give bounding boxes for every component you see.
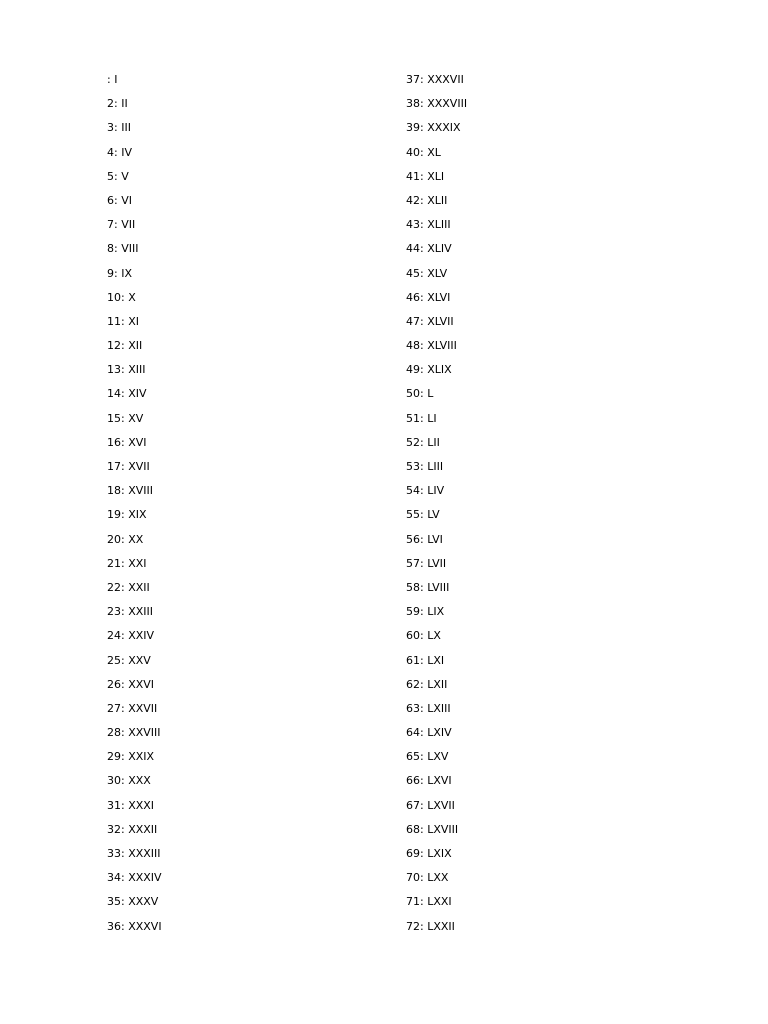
numeral-entry: 56: LVI — [406, 532, 443, 546]
numeral-entry: 38: XXXVIII — [406, 97, 468, 111]
numeral-entry: 62: LXII — [406, 677, 448, 691]
numeral-entry: 10: X — [107, 290, 136, 304]
numeral-entry: 21: XXI — [107, 556, 147, 570]
numeral-entry: 41: XLI — [406, 169, 445, 183]
numeral-entry: 25: XXV — [107, 653, 151, 667]
numeral-entry: 4: IV — [107, 145, 132, 159]
numeral-entry: 42: XLII — [406, 193, 448, 207]
numeral-entry: : I — [107, 73, 118, 86]
numeral-entry: 13: XIII — [107, 363, 146, 377]
numeral-entry: 39: XXXIX — [406, 121, 461, 135]
numeral-entry: 68: LXVIII — [406, 822, 459, 836]
numeral-entry: 48: XLVIII — [406, 339, 457, 353]
numeral-entry: 2: II — [107, 97, 128, 111]
numeral-entry: 22: XXII — [107, 580, 150, 594]
numeral-entry: 46: XLVI — [406, 290, 451, 304]
numeral-entry: 3: III — [107, 121, 131, 135]
numeral-entry: 40: XL — [406, 145, 441, 159]
numeral-entry: 47: XLVII — [406, 314, 454, 328]
numeral-entry: 11: XI — [107, 314, 139, 328]
numeral-entry: 60: LX — [406, 629, 441, 643]
numeral-entry: 72: LXXII — [406, 919, 455, 933]
numeral-entry: 58: LVIII — [406, 580, 450, 594]
numeral-entry: 63: LXIII — [406, 701, 451, 715]
numeral-entry: 45: XLV — [406, 266, 448, 280]
numeral-entry: 37: XXXVII — [406, 73, 464, 86]
numeral-entry: 35: XXXV — [107, 895, 159, 909]
numeral-entry: 65: LXV — [406, 750, 449, 764]
right-column-list — [406, 68, 467, 939]
numeral-entry: 9: IX — [107, 266, 132, 280]
numeral-entry: 53: LIII — [406, 460, 444, 473]
numeral-entry: 14: XIV — [107, 387, 147, 401]
numeral-entry: 69: LXIX — [406, 847, 452, 860]
numeral-entry: 44: XLIV — [406, 242, 452, 256]
numeral-entry: 16: XVI — [107, 435, 147, 449]
numeral-entry: 7: VII — [107, 218, 136, 232]
numeral-entry: 24: XXIV — [107, 629, 155, 643]
numeral-entry: 61: LXI — [406, 653, 445, 667]
numeral-entry: 51: LI — [406, 411, 437, 425]
numeral-entry: 18: XVIII — [107, 484, 153, 498]
numeral-entry: 33: XXXIII — [107, 847, 161, 860]
numeral-entry: 30: XXX — [107, 774, 151, 788]
numeral-entry: 12: XII — [107, 339, 143, 353]
numeral-entry: 23: XXIII — [107, 605, 154, 619]
numeral-entry: 17: XVII — [107, 460, 150, 473]
numeral-entry: 52: LII — [406, 435, 440, 449]
numeral-entry: 28: XXVIII — [107, 726, 161, 740]
numeral-entry: 59: LIX — [406, 605, 445, 619]
numeral-entry: 43: XLIII — [406, 218, 451, 232]
numeral-entry: 71: LXXI — [406, 895, 452, 909]
numeral-entry: 15: XV — [107, 411, 144, 425]
numeral-entry: 8: VIII — [107, 242, 139, 256]
numeral-entry: 19: XIX — [107, 508, 147, 522]
numeral-entry: 6: VI — [107, 193, 132, 207]
numeral-entry: 50: L — [406, 387, 434, 401]
numeral-entry: 70: LXX — [406, 871, 449, 885]
numeral-entry: 36: XXXVI — [107, 919, 162, 933]
numeral-entry: 54: LIV — [406, 484, 445, 498]
numeral-entry: 64: LXIV — [406, 726, 452, 740]
numeral-entry: 5: V — [107, 169, 129, 183]
numeral-entry: 32: XXXII — [107, 822, 158, 836]
numeral-entry: 26: XXVI — [107, 677, 155, 691]
left-column-list — [107, 68, 162, 939]
numeral-entry: 55: LV — [406, 508, 440, 522]
numeral-entry: 31: XXXI — [107, 798, 155, 812]
numeral-entry: 34: XXXIV — [107, 871, 162, 885]
numeral-entry: 20: XX — [107, 532, 144, 546]
numeral-entry: 67: LXVII — [406, 798, 455, 812]
numeral-entry: 57: LVII — [406, 556, 447, 570]
numeral-entry: 27: XXVII — [107, 701, 158, 715]
numeral-entry: 29: XXIX — [107, 750, 155, 764]
numeral-entry: 49: XLIX — [406, 363, 452, 377]
numeral-entry: 66: LXVI — [406, 774, 452, 788]
